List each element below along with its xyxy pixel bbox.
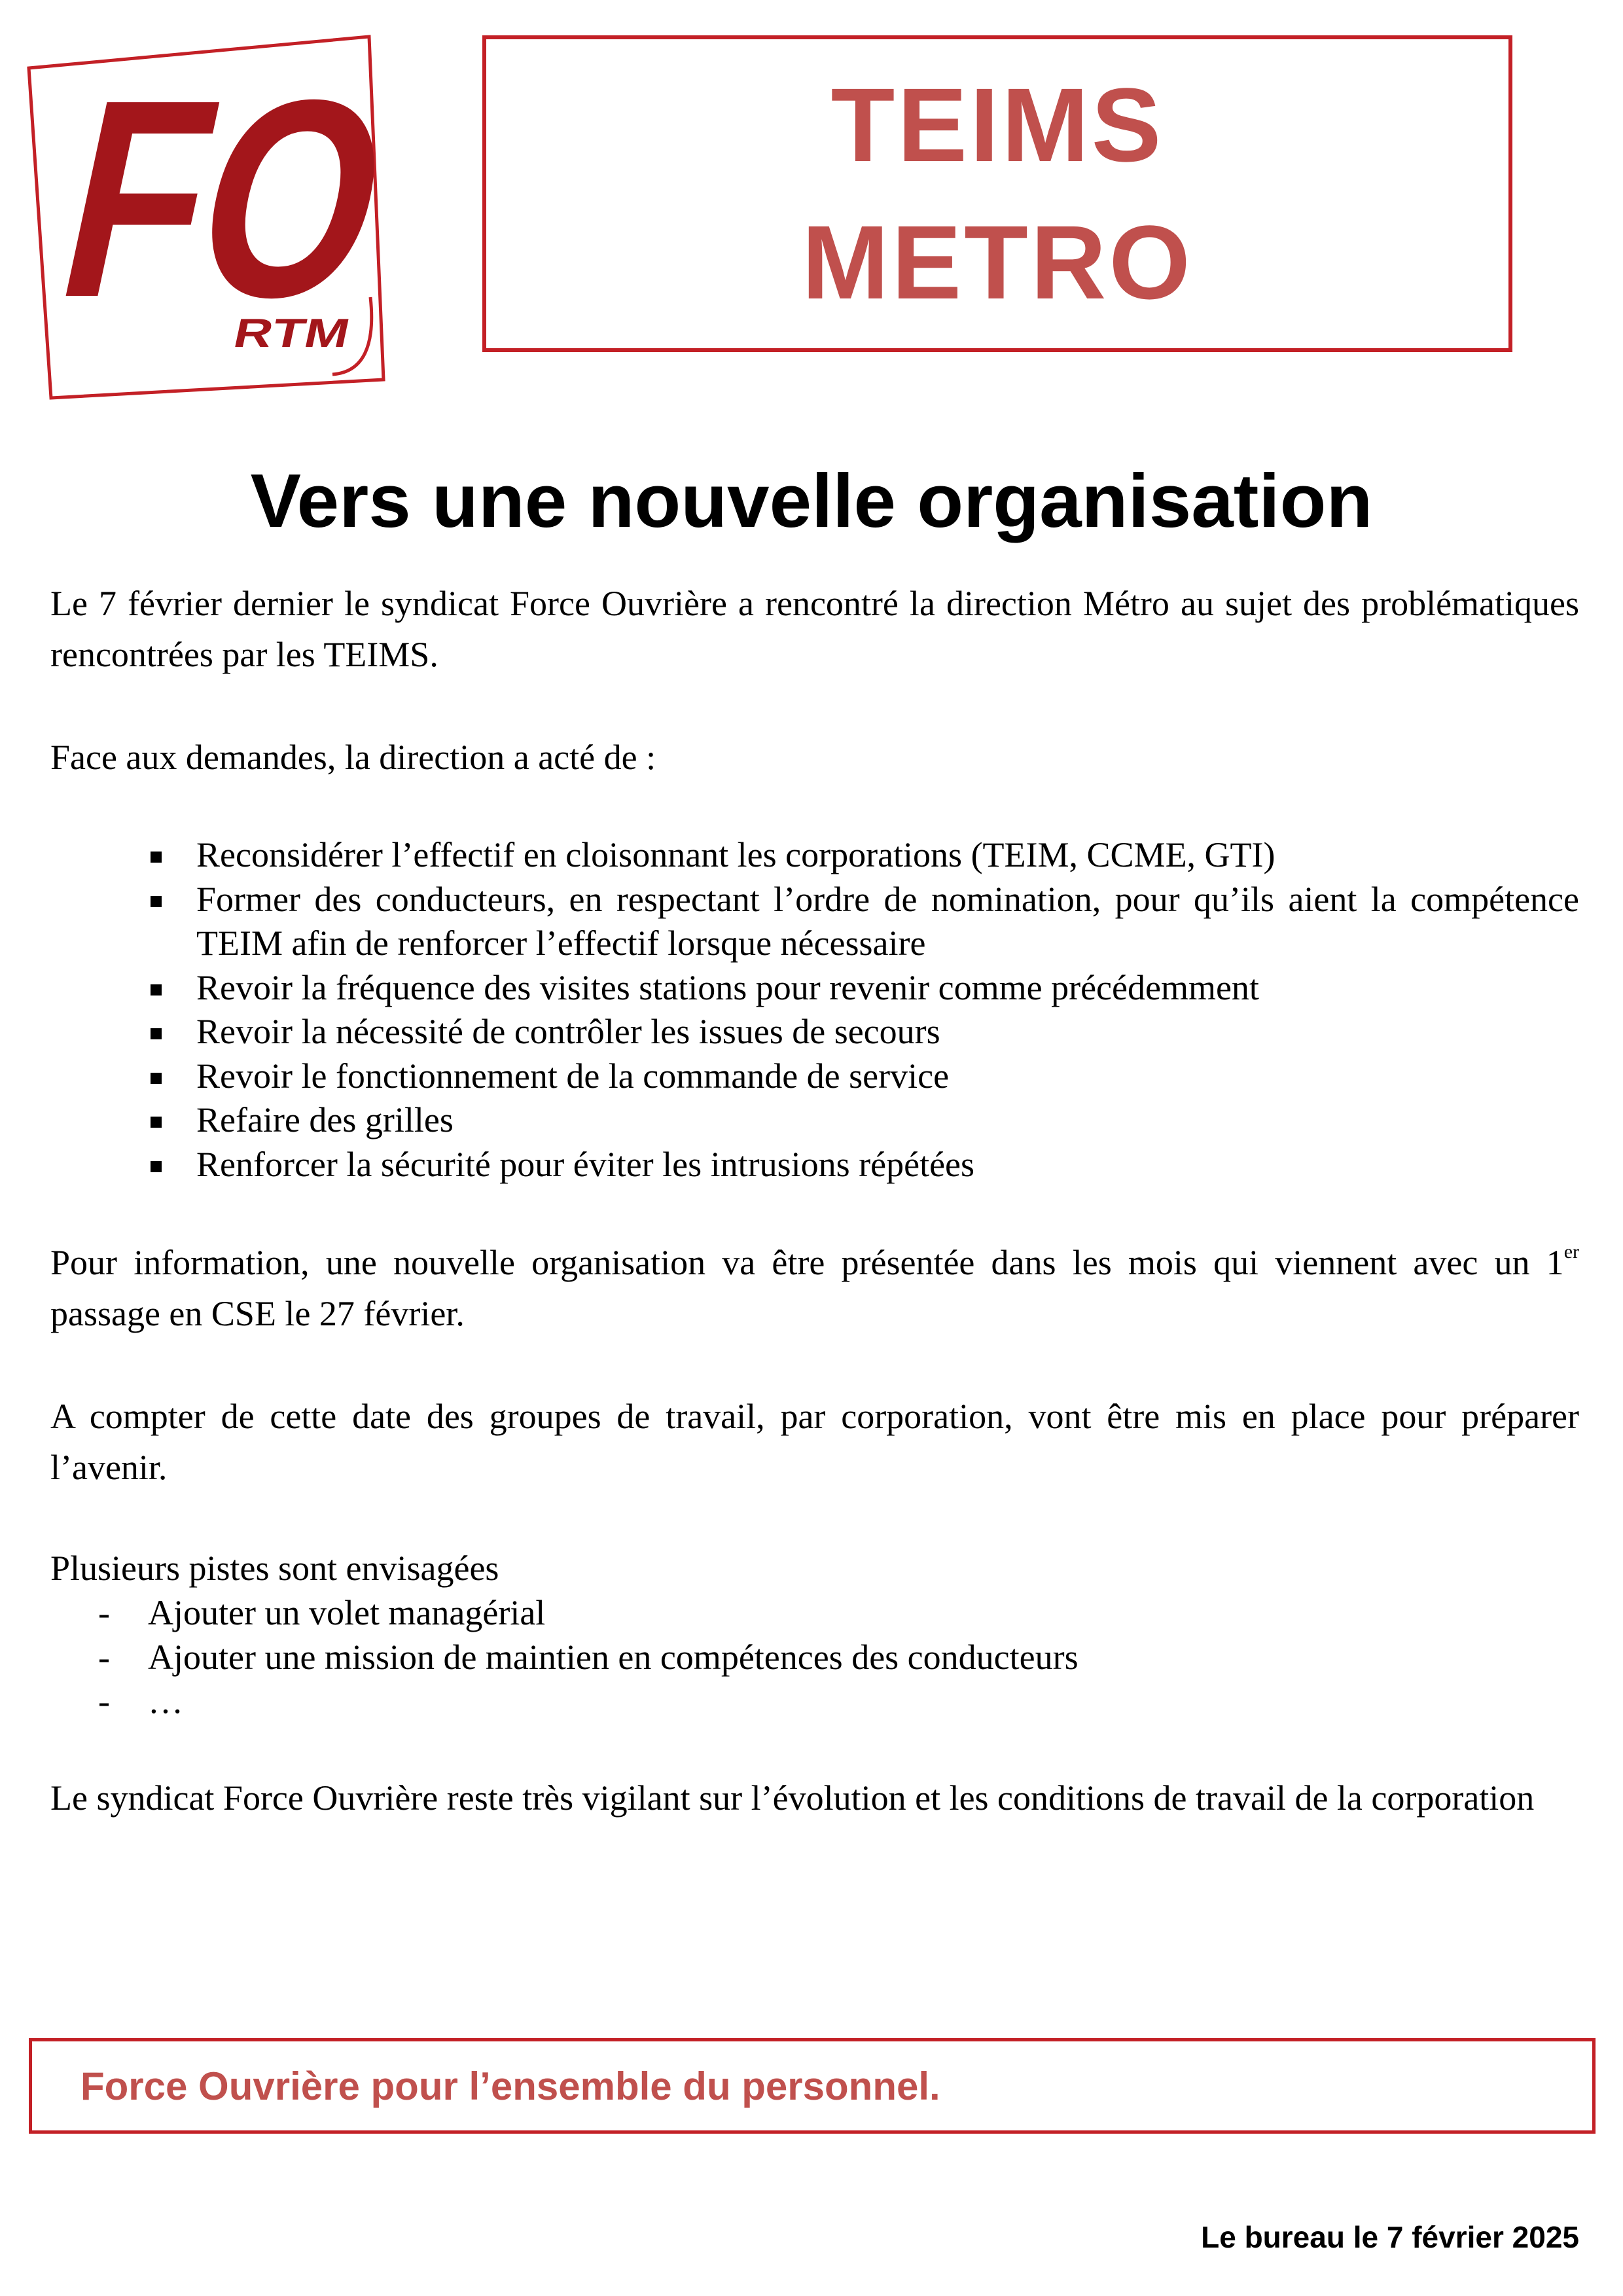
bullet-square-icon bbox=[151, 1028, 162, 1039]
bullet-square-icon bbox=[151, 1073, 162, 1084]
list-item bbox=[196, 833, 1579, 878]
logo-sub-text: RTM bbox=[229, 310, 327, 356]
list-item-text: Ajouter une mission de maintien en compétences des conducteurs bbox=[148, 1637, 1079, 1677]
list-item bbox=[98, 1591, 1522, 1636]
list-item-text: Former des conducteurs, en respectant l’ordre de nomination, pour qu’ils aient la compétence TEIM afin de renforcer l’effectif lorsque nécessaire bbox=[196, 879, 1579, 963]
header-line-2: METRO bbox=[802, 204, 1193, 321]
list-item bbox=[98, 1679, 1522, 1724]
list-item bbox=[196, 1143, 1579, 1187]
bullet-square-icon bbox=[151, 896, 162, 907]
information-text: Pour information, une nouvelle organisation va être présentée dans les mois qui viennent avec un 1 bbox=[50, 1243, 1564, 1282]
bullet-square-icon bbox=[151, 852, 162, 863]
dash-marker: - bbox=[98, 1637, 110, 1677]
list-item-text: Revoir le fonctionnement de la commande de service bbox=[196, 1056, 950, 1096]
work-groups-paragraph: A compter de cette date des groupes de travail, par corporation, vont être mis en place pour préparer l’avenir. bbox=[50, 1397, 1579, 1487]
header-box bbox=[482, 35, 1512, 352]
list-item bbox=[196, 1010, 1579, 1054]
list-item-text: Reconsidérer l’effectif en cloisonnant les corporations (TEIM, CCME, GTI) bbox=[196, 835, 1275, 874]
dash-marker: - bbox=[98, 1593, 110, 1632]
bullet-square-icon bbox=[151, 1117, 162, 1128]
list-item bbox=[98, 1636, 1522, 1680]
logo-main-text: FO bbox=[38, 41, 391, 356]
document-title: Vers une nouvelle organisation bbox=[250, 458, 1373, 543]
information-paragraph bbox=[50, 1237, 1579, 1339]
list-item bbox=[196, 1098, 1579, 1143]
list-item-text: … bbox=[148, 1681, 183, 1721]
demands-intro: Face aux demandes, la direction a acté de : bbox=[50, 738, 656, 777]
dash-marker: - bbox=[98, 1681, 110, 1721]
tracks-list bbox=[98, 1591, 1522, 1724]
slogan-text: Force Ouvrière pour l’ensemble du personnel. bbox=[80, 2064, 940, 2108]
bullet-square-icon bbox=[151, 984, 162, 996]
bullet-square-icon bbox=[151, 1161, 162, 1172]
list-item bbox=[196, 966, 1579, 1011]
list-item-text: Revoir la fréquence des visites stations pour revenir comme précédemment bbox=[196, 967, 1259, 1007]
demands-list bbox=[196, 833, 1579, 1187]
tracks-intro: Plusieurs pistes sont envisagées bbox=[50, 1549, 499, 1588]
list-item-text: Renforcer la sécurité pour éviter les intrusions répétées bbox=[196, 1144, 975, 1184]
list-item-text: Refaire des grilles bbox=[196, 1100, 454, 1139]
intro-paragraph: Le 7 février dernier le syndicat Force Ouvrière a rencontré la direction Métro au sujet des problématiques rencontrées par les TEIMS. bbox=[50, 584, 1579, 674]
header-line-1: TEIMS bbox=[830, 66, 1164, 183]
fo-rtm-logo-icon bbox=[25, 34, 391, 401]
information-text-end: passage en CSE le 27 février. bbox=[50, 1294, 465, 1333]
ordinal-superscript: er bbox=[1563, 1241, 1579, 1263]
signature: Le bureau le 7 février 2025 bbox=[1201, 2220, 1579, 2254]
list-item-text: Revoir la nécessité de contrôler les issues de secours bbox=[196, 1012, 940, 1051]
list-item bbox=[196, 1054, 1579, 1099]
conclusion-paragraph: Le syndicat Force Ouvrière reste très vigilant sur l’évolution et les conditions de travail de la corporation bbox=[50, 1778, 1535, 1818]
slogan-box bbox=[29, 2038, 1596, 2134]
list-item-text: Ajouter un volet managérial bbox=[148, 1593, 546, 1632]
list-item bbox=[196, 878, 1579, 966]
